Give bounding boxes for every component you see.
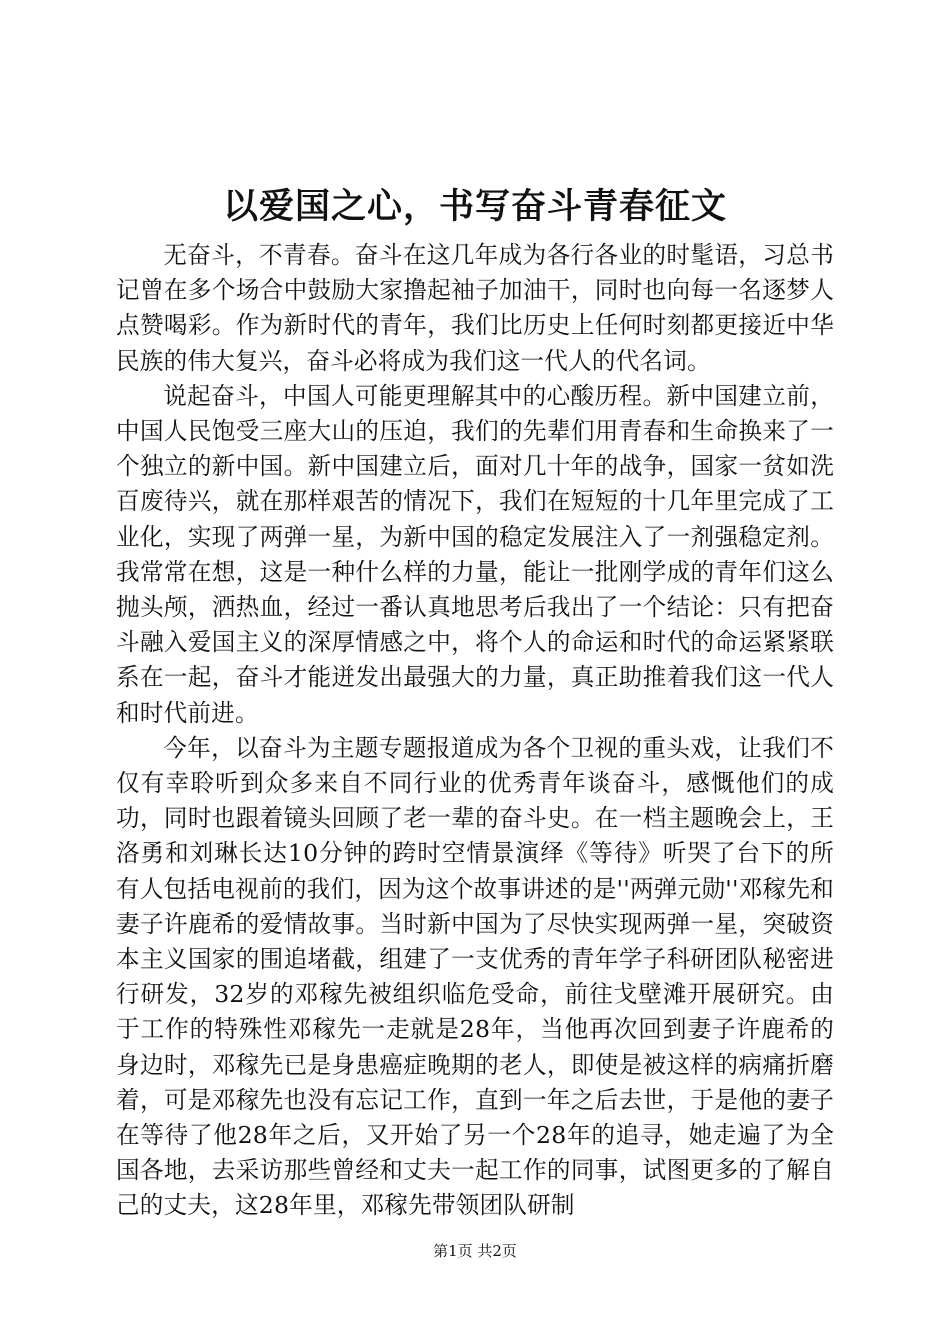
document-body	[116, 238, 834, 1224]
paragraph-3: 今年，以奋斗为主题专题报道成为各个卫视的重头戏，让我们不仅有幸聆听到众多来自不同行业的优秀青年谈奋斗，感慨他们的成功，同时也跟着镜头回顾了老一辈的奋斗史。在一档主题晚会上，王洛勇和刘琳长达10分钟的跨时空情景演绎《等待》听哭了台下的所有人包括电视前的我们，因为这个故事讲述的是''两弹元勋''邓稼先和妻子许鹿希的爱情故事。当时新中国为了尽快实现两弹一星，突破资本主义国家的围追堵截，组建了一支优秀的青年学子科研团队秘密进行研发，32岁的邓稼先被组织临危受命，前往戈壁滩开展研究。由于工作的特殊性邓稼先一走就是28年，当他再次回到妻子许鹿希的身边时，邓稼先已是身患癌症晚期的老人，即使是被这样的病痛折磨着，可是邓稼先也没有忘记工作，直到一年之后去世，于是他的妻子在等待了他28年之后，又开始了另一个28年的追寻，她走遍了为全国各地，去采访那些曾经和丈夫一起工作的同事，试图更多的了解自己的丈夫，这28年里，邓稼先带领团队研制	[116, 733, 834, 1220]
paragraph-2: 说起奋斗，中国人可能更理解其中的心酸历程。新中国建立前，中国人民饱受三座大山的压迫，我们的先辈们用青春和生命换来了一个独立的新中国。新中国建立后，面对几十年的战争，国家一贫如洗百废待兴，就在那样艰苦的情况下，我们在短短的十几年里完成了工业化，实现了两弹一星，为新中国的稳定发展注入了一剂强稳定剂。我常常在想，这是一种什么样的力量，能让一批刚学成的青年们这么抛头颅，洒热血，经过一番认真地思考后我出了一个结论：只有把奋斗融入爱国主义的深厚情感之中，将个人的命运和时代的命运紧紧联系在一起，奋斗才能迸发出最强大的力量，真正助推着我们这一代人和时代前进。	[116, 381, 834, 727]
paragraph-1: 无奋斗，不青春。奋斗在这几年成为各行各业的时髦语，习总书记曾在多个场合中鼓励大家撸起袖子加油干，同时也向每一名逐梦人点赞喝彩。作为新时代的青年，我们比历史上任何时刻都更接近中华民族的伟大复兴，奋斗必将成为我们这一代人的代名词。	[116, 241, 834, 375]
page-footer: 第1页 共2页	[433, 1242, 517, 1260]
document-title: 以爱国之心，书写奋斗青春征文	[222, 186, 727, 227]
